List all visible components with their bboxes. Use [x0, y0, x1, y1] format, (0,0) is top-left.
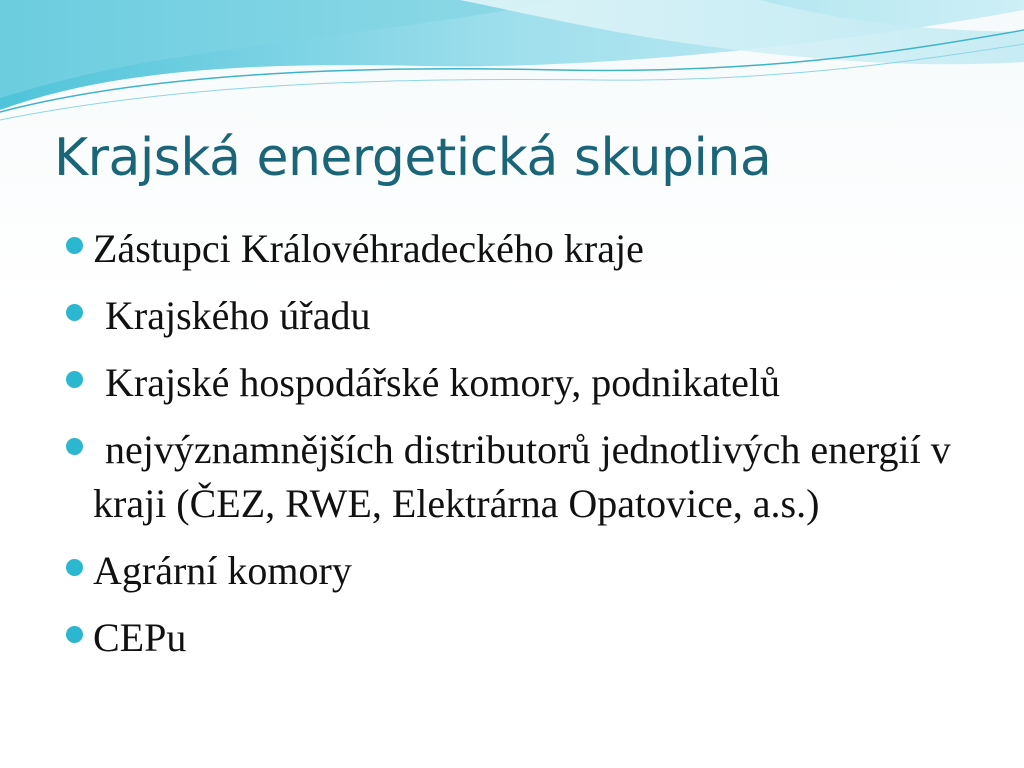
bullet-item: [64, 611, 984, 665]
bullet-item: [64, 289, 984, 343]
bullet-text: nejvýznamnějších distributorů jednotlivých energií v kraji (ČEZ, RWE, Elektrárna Opatovice, a.s.): [93, 427, 951, 526]
bullet-item: [64, 423, 984, 531]
bullet-text: Krajského úřadu: [105, 293, 371, 338]
bullet-item: [64, 544, 984, 598]
bullet-text: Krajské hospodářské komory, podnikatelů: [105, 360, 781, 405]
bullet-list: [64, 222, 984, 678]
bullet-dot-icon: [66, 559, 83, 576]
header-wave-decoration: [0, 0, 1024, 130]
bullet-dot-icon: [66, 371, 83, 388]
bullet-item: [64, 222, 984, 276]
bullet-text: CEPu: [93, 615, 187, 660]
bullet-text: Zástupci Královéhradeckého kraje: [93, 226, 644, 271]
slide-title: Krajská energetická skupina: [54, 128, 772, 188]
bullet-dot-icon: [66, 438, 83, 455]
bullet-item: [64, 356, 984, 410]
bullet-dot-icon: [66, 304, 83, 321]
bullet-dot-icon: [66, 626, 83, 643]
bullet-text: Agrární komory: [93, 548, 352, 593]
bullet-dot-icon: [66, 237, 83, 254]
